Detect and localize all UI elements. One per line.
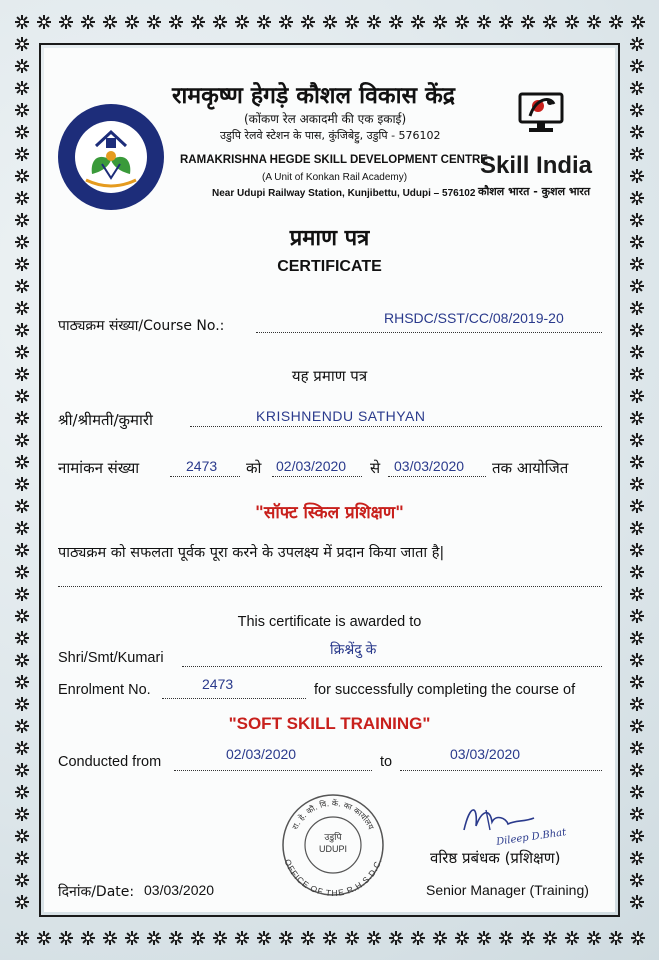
- hindi-name-label: श्री/श्रीमती/कुमारी: [58, 411, 153, 429]
- border-star-icon: [169, 15, 183, 29]
- border-star-icon: [191, 15, 205, 29]
- border-star-icon: [15, 587, 29, 601]
- border-star-icon: [37, 15, 51, 29]
- border-star-icon: [630, 565, 644, 579]
- border-star-icon: [630, 323, 644, 337]
- course-no-label: पाठ्यक्रम संख्या/Course No.:: [58, 318, 225, 334]
- border-star-icon: [499, 15, 513, 29]
- border-star-icon: [609, 15, 623, 29]
- border-star-icon: [630, 367, 644, 381]
- english-name-line: [182, 666, 602, 667]
- border-star-icon: [630, 81, 644, 95]
- border-star-icon: [235, 931, 249, 945]
- border-star-icon: [499, 931, 513, 945]
- course-no-line: [256, 332, 602, 333]
- border-star-icon: [630, 763, 644, 777]
- border-star-icon: [15, 213, 29, 227]
- hindi-name-line: [190, 426, 602, 427]
- border-star-icon: [15, 389, 29, 403]
- border-star-icon: [389, 931, 403, 945]
- english-institution-name: RAMAKRISHNA HEGDE SKILL DEVELOPMENT CENTRE: [180, 154, 488, 166]
- border-star-icon: [630, 433, 644, 447]
- border-star-icon: [521, 15, 535, 29]
- hindi-to-value: 03/03/2020: [394, 458, 465, 474]
- border-star-icon: [15, 433, 29, 447]
- border-star-icon: [15, 125, 29, 139]
- hindi-enrol-line: [170, 476, 240, 477]
- border-star-icon: [630, 499, 644, 513]
- border-star-icon: [15, 455, 29, 469]
- border-star-icon: [37, 931, 51, 945]
- border-star-icon: [15, 741, 29, 755]
- border-star-icon: [630, 191, 644, 205]
- seal-hindi-ring: रा. हे. कौ. वि. कें. का कार्यालय: [290, 798, 376, 831]
- english-enrol-line: [162, 698, 306, 699]
- border-star-icon: [587, 931, 601, 945]
- border-star-icon: [15, 807, 29, 821]
- border-star-icon: [345, 15, 359, 29]
- border-star-icon: [630, 103, 644, 117]
- border-star-icon: [213, 931, 227, 945]
- english-unit-line: (A Unit of Konkan Rail Academy): [262, 172, 408, 183]
- skill-india-logo: Skill India: [480, 152, 593, 179]
- hindi-unit-line: (कोंकण रेल अकादमी की एक इकाई): [244, 112, 407, 126]
- border-star-icon: [521, 931, 535, 945]
- border-star-icon: [630, 59, 644, 73]
- border-star-icon: [630, 279, 644, 293]
- border-star-icon: [630, 213, 644, 227]
- border-star-icon: [213, 15, 227, 29]
- signature-title-hindi: वरिष्ठ प्रबंधक (प्रशिक्षण): [430, 849, 561, 867]
- border-star-icon: [15, 829, 29, 843]
- border-star-icon: [630, 873, 644, 887]
- english-intro: This certificate is awarded to: [237, 614, 422, 630]
- border-star-icon: [15, 785, 29, 799]
- border-star-icon: [15, 147, 29, 161]
- border-star-icon: [631, 931, 645, 945]
- border-star-icon: [630, 169, 644, 183]
- border-star-icon: [125, 931, 139, 945]
- hindi-institution-name: रामकृष्ण हेगड़े कौशल विकास केंद्र: [172, 83, 455, 109]
- border-star-icon: [433, 15, 447, 29]
- border-star-icon: [630, 653, 644, 667]
- border-star-icon: [630, 829, 644, 843]
- border-star-icon: [15, 697, 29, 711]
- border-star-icon: [15, 103, 29, 117]
- border-star-icon: [477, 931, 491, 945]
- date-label: दिनांक/Date:: [58, 884, 135, 900]
- border-star-icon: [587, 15, 601, 29]
- border-star-icon: [345, 931, 359, 945]
- border-star-icon: [125, 15, 139, 29]
- border-star-icon: [15, 631, 29, 645]
- skill-india-tagline: कौशल भारत - कुशल भारत: [478, 185, 591, 198]
- border-star-icon: [15, 521, 29, 535]
- hindi-enrol-label: नामांकन संख्या: [58, 459, 140, 477]
- border-star-icon: [630, 125, 644, 139]
- border-star-icon: [191, 931, 205, 945]
- border-star-icon: [630, 675, 644, 689]
- border-star-icon: [630, 37, 644, 51]
- svg-text:रा. हे. कौ. वि. कें. का कार्या: [291, 798, 376, 831]
- border-star-icon: [630, 455, 644, 469]
- border-star-icon: [543, 931, 557, 945]
- signature-script: Dileep D.Bhat: [495, 827, 567, 848]
- border-star-icon: [630, 389, 644, 403]
- border-star-icon: [433, 931, 447, 945]
- english-course-name: "SOFT SKILL TRAINING": [228, 714, 431, 733]
- border-star-icon: [279, 15, 293, 29]
- hindi-to-word: से: [370, 459, 381, 477]
- border-star-icon: [81, 931, 95, 945]
- border-star-icon: [630, 587, 644, 601]
- hindi-from-line: [272, 476, 362, 477]
- hindi-enrol-value: 2473: [186, 458, 218, 474]
- border-star-icon: [630, 609, 644, 623]
- border-star-icon: [147, 931, 161, 945]
- border-star-icon: [367, 931, 381, 945]
- border-star-icon: [630, 807, 644, 821]
- border-star-icon: [630, 895, 644, 909]
- border-star-icon: [81, 15, 95, 29]
- border-star-icon: [630, 741, 644, 755]
- border-star-icon: [103, 15, 117, 29]
- border-star-icon: [630, 477, 644, 491]
- border-star-icon: [323, 15, 337, 29]
- border-star-icon: [15, 565, 29, 579]
- border-star-icon: [630, 411, 644, 425]
- border-star-icon: [630, 697, 644, 711]
- hindi-address-line: उडुपि रेलवे स्टेशन के पास, कुंजिबेट्टु, उडुपि - 576102: [220, 129, 441, 142]
- border-star-icon: [15, 15, 29, 29]
- seal-city: UDUPI: [318, 844, 347, 854]
- border-star-icon: [301, 15, 315, 29]
- border-star-icon: [630, 631, 644, 645]
- border-star-icon: [103, 931, 117, 945]
- certificate-body: [44, 48, 615, 912]
- border-star-icon: [630, 851, 644, 865]
- english-address-line: Near Udupi Railway Station, Kunjibettu, Udupi – 576102: [212, 188, 476, 199]
- border-star-icon: [630, 521, 644, 535]
- svg-text:OFFICE OF THE R.H.S.D.C.: [282, 858, 383, 898]
- border-star-icon: [15, 191, 29, 205]
- english-to-word: to: [380, 754, 393, 770]
- border-star-icon: [15, 719, 29, 733]
- hindi-completion-text: पाठ्यक्रम को सफलता पूर्वक पूरा करने के उपलक्ष्य में प्रदान किया जाता है|: [58, 545, 445, 561]
- border-star-icon: [565, 931, 579, 945]
- title-hindi: प्रमाण पत्र: [289, 226, 370, 251]
- date-value: 03/03/2020: [144, 882, 215, 898]
- border-star-icon: [609, 931, 623, 945]
- border-star-icon: [411, 15, 425, 29]
- border-star-icon: [59, 15, 73, 29]
- english-enrol-label: Enrolment No.: [58, 682, 151, 698]
- border-star-icon: [15, 851, 29, 865]
- office-seal: [280, 792, 386, 898]
- border-star-icon: [257, 15, 271, 29]
- border-star-icon: [15, 345, 29, 359]
- english-to-value: 03/03/2020: [450, 746, 521, 762]
- hindi-intro: यह प्रमाण पत्र: [291, 367, 368, 385]
- border-star-icon: [235, 15, 249, 29]
- border-star-icon: [631, 15, 645, 29]
- border-star-icon: [15, 895, 29, 909]
- border-star-icon: [15, 543, 29, 557]
- border-star-icon: [15, 367, 29, 381]
- border-star-icon: [630, 147, 644, 161]
- english-completion-text: for successfully completing the course of: [314, 682, 576, 698]
- english-from-line: [174, 770, 372, 771]
- border-star-icon: [630, 235, 644, 249]
- english-conducted-label: Conducted from: [58, 754, 162, 770]
- hindi-organised: तक आयोजित: [492, 459, 569, 477]
- hindi-from-word: को: [246, 459, 262, 477]
- border-star-icon: [543, 15, 557, 29]
- seal-outer-text: OFFICE OF THE R.H.S.D.C.: [282, 857, 384, 898]
- border-star-icon: [630, 257, 644, 271]
- border-star-icon: [15, 301, 29, 315]
- title-english: CERTIFICATE: [277, 258, 382, 275]
- border-star-icon: [59, 931, 73, 945]
- border-star-icon: [15, 257, 29, 271]
- english-enrol-value: 2473: [202, 676, 234, 692]
- hindi-from-value: 02/03/2020: [276, 458, 347, 474]
- english-name-value: क्रिश्नेंदु के: [330, 641, 377, 657]
- border-star-icon: [477, 15, 491, 29]
- border-star-icon: [455, 931, 469, 945]
- border-star-icon: [15, 477, 29, 491]
- border-star-icon: [630, 345, 644, 359]
- rhsdc-logo: [56, 102, 166, 212]
- border-star-icon: [630, 301, 644, 315]
- border-star-icon: [15, 323, 29, 337]
- border-star-icon: [15, 59, 29, 73]
- border-star-icon: [15, 37, 29, 51]
- border-star-icon: [147, 15, 161, 29]
- border-star-icon: [367, 15, 381, 29]
- border-star-icon: [15, 279, 29, 293]
- border-star-icon: [15, 931, 29, 945]
- border-star-icon: [411, 931, 425, 945]
- hindi-course-name: "सॉफ्ट स्किल प्रशिक्षण": [254, 503, 405, 523]
- english-from-value: 02/03/2020: [226, 746, 297, 762]
- border-star-icon: [630, 785, 644, 799]
- hindi-name-value: KRISHNENDU SATHYAN: [256, 408, 426, 424]
- border-star-icon: [15, 675, 29, 689]
- border-star-icon: [15, 499, 29, 513]
- border-star-icon: [279, 931, 293, 945]
- border-star-icon: [15, 873, 29, 887]
- border-star-icon: [455, 15, 469, 29]
- border-star-icon: [15, 653, 29, 667]
- border-star-icon: [15, 763, 29, 777]
- border-star-icon: [323, 931, 337, 945]
- border-star-icon: [301, 931, 315, 945]
- border-star-icon: [565, 15, 579, 29]
- border-star-icon: [15, 411, 29, 425]
- course-no-value: RHSDC/SST/CC/08/2019-20: [384, 310, 564, 326]
- english-name-label: Shri/Smt/Kumari: [58, 650, 164, 666]
- border-star-icon: [15, 609, 29, 623]
- border-star-icon: [630, 543, 644, 557]
- english-to-line: [400, 770, 602, 771]
- border-star-icon: [15, 235, 29, 249]
- hindi-to-line: [388, 476, 486, 477]
- border-star-icon: [15, 169, 29, 183]
- skill-india-emblem: [516, 88, 566, 138]
- seal-city-hindi: उडुपि: [324, 833, 342, 843]
- hindi-completion-line: [58, 586, 602, 587]
- signature-title: Senior Manager (Training): [426, 882, 589, 898]
- border-star-icon: [15, 81, 29, 95]
- border-star-icon: [389, 15, 403, 29]
- border-star-icon: [169, 931, 183, 945]
- border-star-icon: [257, 931, 271, 945]
- border-star-icon: [630, 719, 644, 733]
